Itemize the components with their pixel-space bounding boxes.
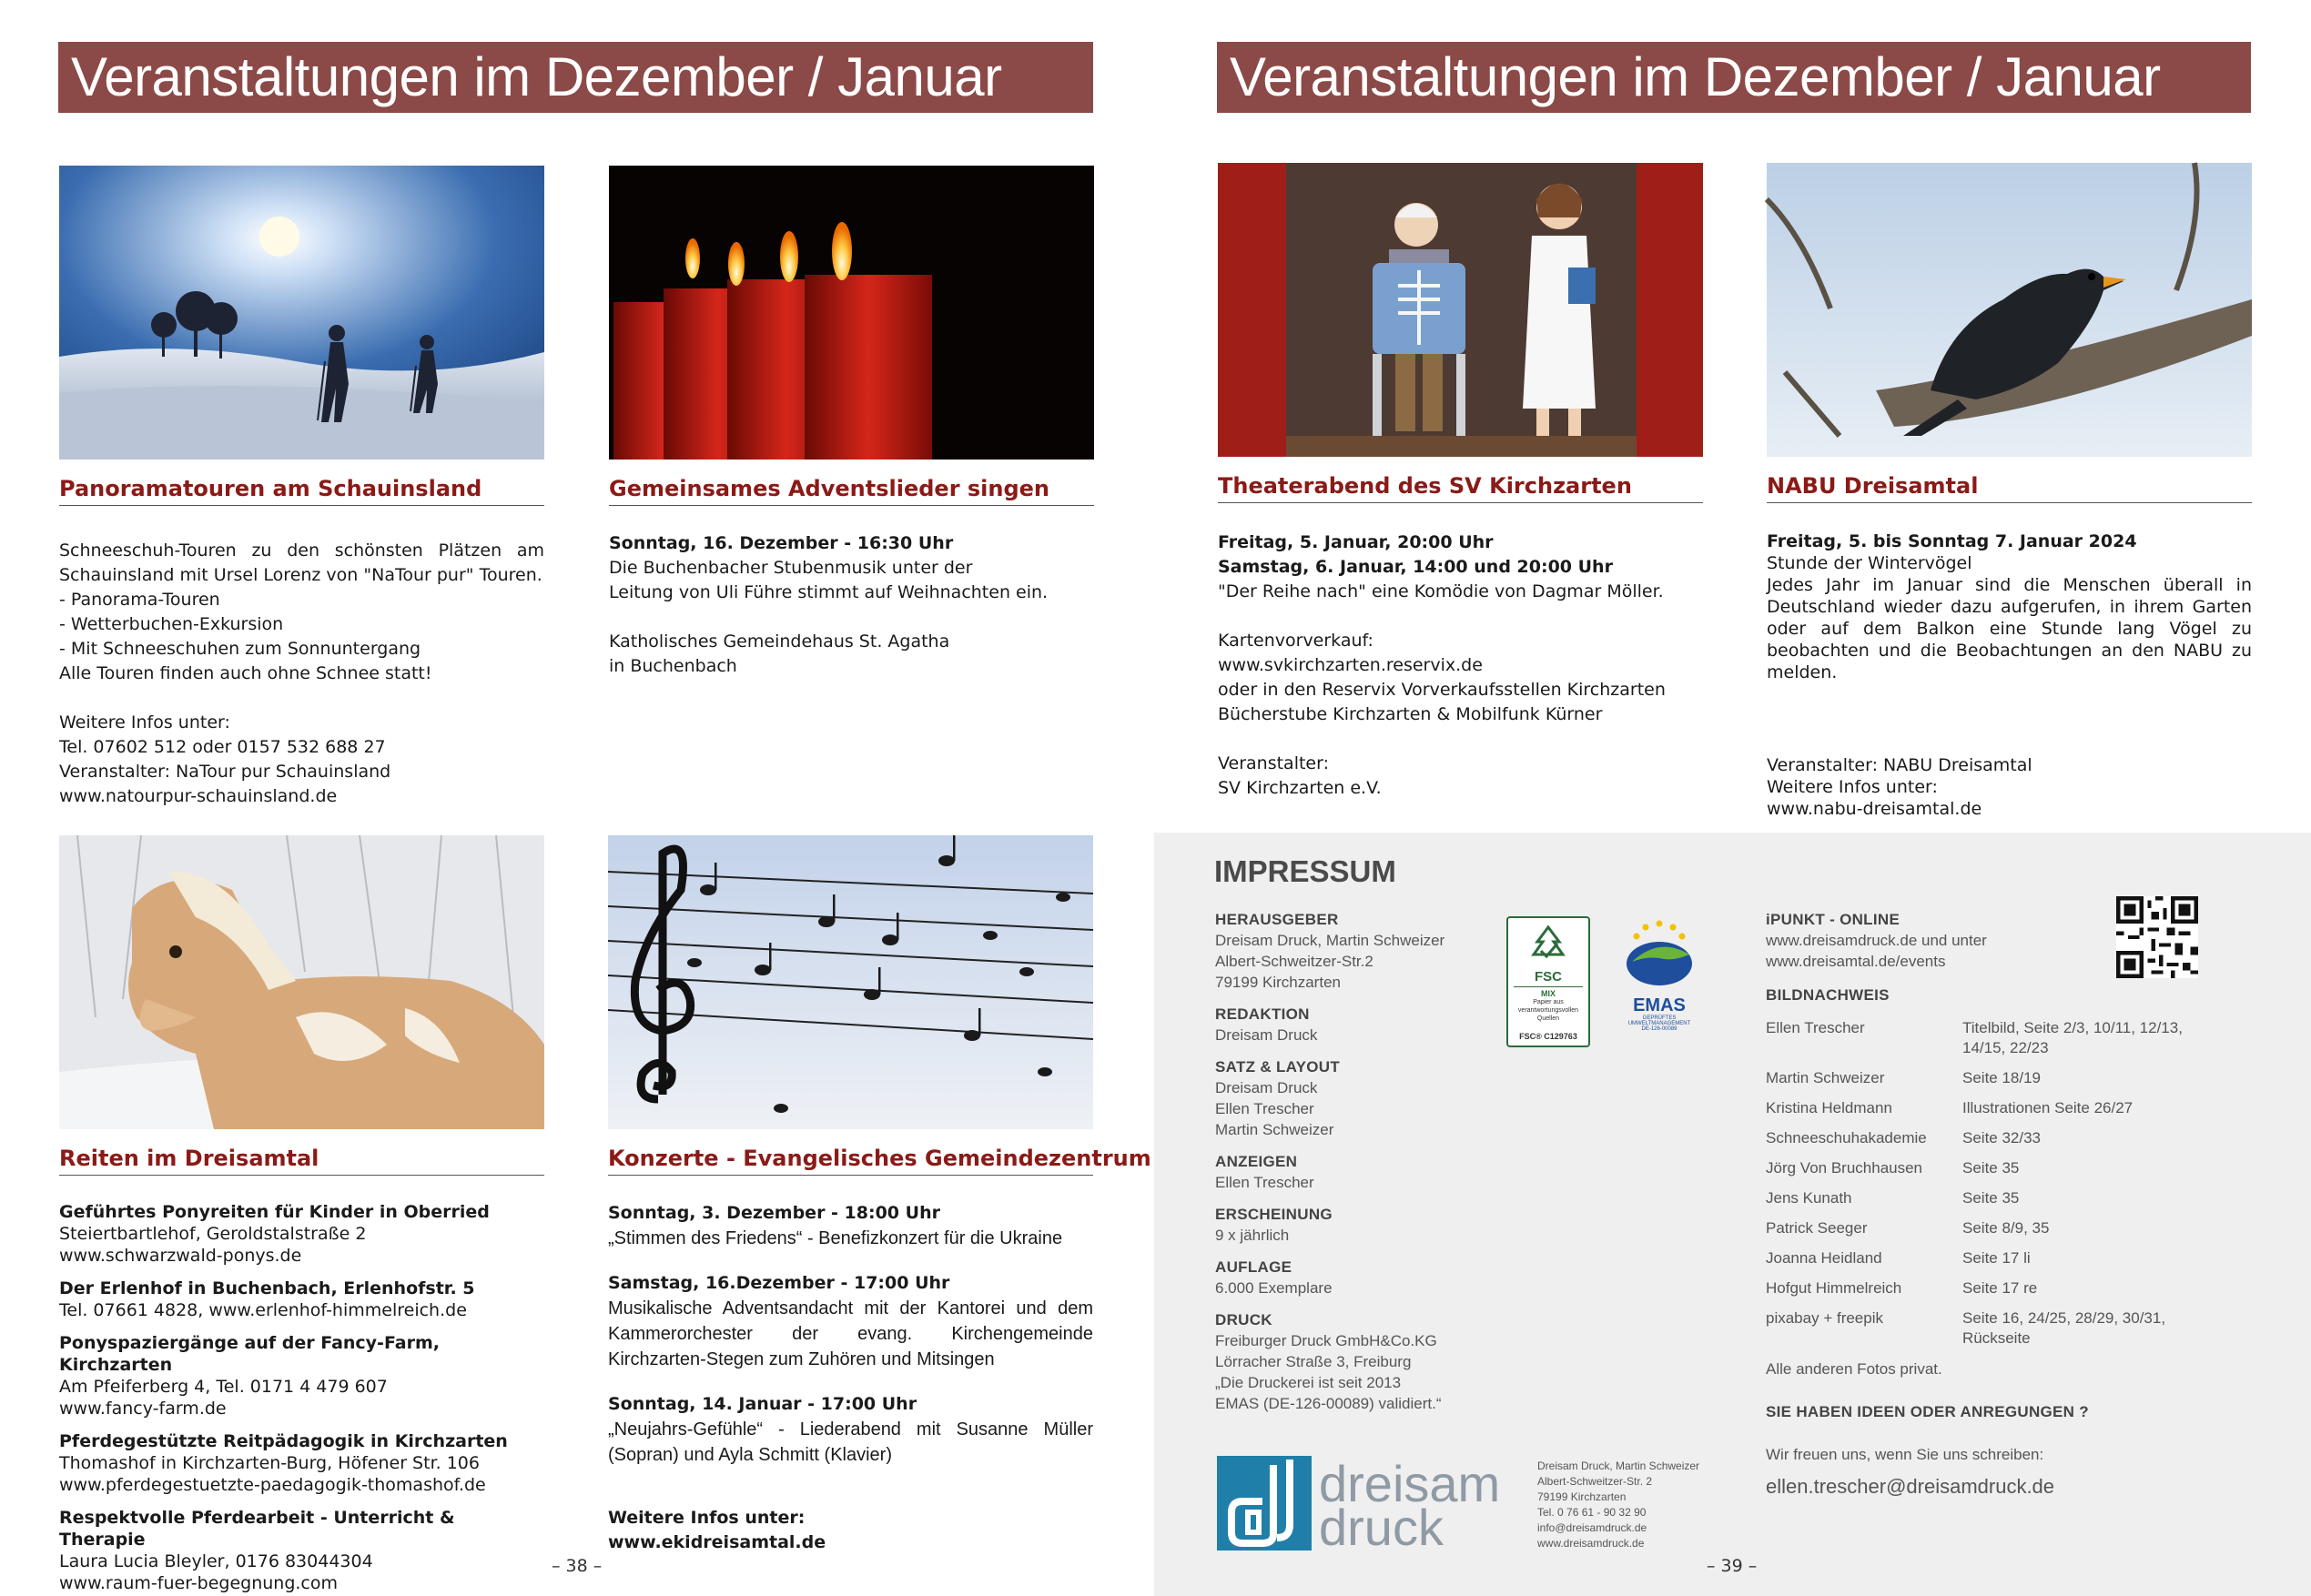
text-line: oder in den Reservix Vorverkaufsstellen Kirchzarten	[1218, 680, 1666, 700]
card-body	[609, 531, 1094, 679]
credit-row: Hofgut Himmelreich Seite 17 re	[1766, 1279, 2038, 1297]
snowshoe-hikers-photo	[59, 166, 544, 460]
credit-row: pixabay + freepik Seite 16, 24/25, 28/29, 30/31, Rückseite	[1766, 1309, 2166, 1347]
text-line: - Mit Schneeschuhen zum Sonnuntergang	[59, 639, 421, 659]
website-link[interactable]: www.fancy-farm.de	[59, 1399, 227, 1419]
card-body	[59, 1201, 544, 1594]
section-label: HERAUSGEBER	[1215, 911, 1339, 928]
text-line: Alle Touren finden auch ohne Schnee statt!	[59, 663, 432, 683]
eu-stars-icon	[1618, 918, 1700, 991]
entry-head: Respektvolle Pferdearbeit - Unterricht & Therapie	[59, 1508, 455, 1550]
impressum-panel	[1154, 833, 2311, 1596]
website-link[interactable]: www.dreisamtal.de/events	[1766, 953, 1946, 970]
text-paragraph: Jedes Jahr im Januar sind die Menschen überall in Deutschland wieder dazu aufgerufen, in ihrem Garten oder auf dem Balkon eine Stunde lang Vögel zu beobachten und die Beobachtungen an den NABU zu melden.	[1767, 575, 2252, 682]
entry-head: Geführtes Ponyreiten für Kinder in Oberried	[59, 1202, 490, 1222]
event-text: „Stimmen des Friedens“ - Benefizkonzert für die Ukraine	[608, 1228, 1063, 1248]
entry-head: Der Erlenhof in Buchenbach, Erlenhofstr. 5	[59, 1278, 475, 1298]
text-line: Die Buchenbacher Stubenmusik unter der	[609, 558, 973, 578]
section-label: ERSCHEINUNG	[1215, 1206, 1333, 1223]
impressum-details	[1215, 909, 1488, 1414]
text-line: Katholisches Gemeindehaus St. Agatha	[609, 631, 950, 652]
emas-logo: EMAS GEPRÜFTES UMWELTMANAGEMENT DE-126-00089	[1617, 918, 1702, 1045]
credit-row: Jens Kunath Seite 35	[1766, 1189, 2020, 1207]
website-link[interactable]: www.schwarzwald-ponys.de	[59, 1246, 302, 1266]
card-body	[59, 539, 544, 809]
section-label: iPUNKT - ONLINE	[1766, 911, 1900, 928]
text-line: Albert-Schweitzer-Str. 2	[1537, 1475, 1653, 1488]
text-line: Laura Lucia Bleyler, 0176 83044304	[59, 1551, 373, 1571]
credit-row: Joanna Heidland Seite 17 li	[1766, 1249, 2031, 1267]
text-line: Dreisam Druck	[1215, 1079, 1318, 1096]
card-body	[1218, 530, 1703, 801]
text-line: Wir freuen uns, wenn Sie uns schreiben:	[1766, 1446, 2044, 1463]
text-line: Lörracher Straße 3, Freiburg	[1215, 1353, 1412, 1370]
text-line: Tel. 07602 512 oder 0157 532 688 27	[59, 737, 386, 757]
music-notes-photo	[608, 835, 1093, 1129]
fsc-logo: FSC MIX Papier aus verantwortungsvollen Quellen FSC® C129763	[1506, 916, 1590, 1047]
website-link[interactable]: www.dreisamdruck.de	[1537, 1537, 1645, 1550]
text-line: Leitung von Uli Führe stimmt auf Weihnachten ein.	[609, 582, 1049, 602]
card-konzerte	[608, 835, 1151, 1555]
entry-head: Ponyspaziergänge auf der Fancy-Farm, Kirchzarten	[59, 1333, 441, 1375]
qr-code[interactable]	[2116, 896, 2198, 978]
card-title: Panoramatouren am Schauinsland	[59, 476, 544, 506]
card-title: Konzerte - Evangelisches Gemeindezentrum	[608, 1146, 1093, 1176]
text-line: - Panorama-Touren	[59, 590, 220, 610]
text-line: Dreisam Druck	[1215, 1026, 1318, 1044]
section-label: AUFLAGE	[1215, 1258, 1292, 1276]
credit-row: Martin Schweizer Seite 18/19	[1766, 1069, 2042, 1086]
event-text: Musikalische Adventsandacht mit der Kantorei und dem Kammerorchester der evang. Kirchengemeinde Kirchzarten-Stegen zum Zuhören und Mitsingen	[608, 1298, 1093, 1369]
card-title: Gemeinsames Adventslieder singen	[609, 476, 1094, 506]
logo-word-dreisam: dreisam	[1319, 1455, 1501, 1512]
credit-row: Schneeschuhakademie Seite 32/33	[1766, 1129, 2042, 1146]
text-line: Veranstalter: NaTour pur Schauinsland	[59, 762, 391, 782]
card-body	[1767, 530, 2252, 820]
event-date: Freitag, 5. bis Sonntag 7. Januar 2024	[1767, 531, 2137, 551]
section-label: DRUCK	[1215, 1311, 1272, 1328]
horse-in-snow-photo	[59, 835, 544, 1129]
dreisam-druck-logo	[1217, 1455, 1526, 1556]
blackbird-photo	[1767, 163, 2252, 457]
logo-word-druck: druck	[1319, 1499, 1444, 1556]
card-panoramatouren	[59, 166, 544, 809]
section-label: BILDNACHWEIS	[1766, 986, 1890, 1004]
event-date: Freitag, 5. Januar, 20:00 Uhr	[1218, 532, 1494, 552]
card-theaterabend	[1218, 163, 1703, 801]
text-line: Schneeschuh-Touren zu den schönsten Plätzen am Schauinsland mit Ursel Lorenz von "NaTour pur" Touren.	[59, 540, 544, 585]
email-link[interactable]: ellen.trescher@dreisamdruck.de	[1766, 1475, 2055, 1498]
text-line: Dreisam Druck, Martin Schweizer	[1537, 1460, 1700, 1472]
impressum-online-credits	[1766, 909, 2221, 1497]
text-line: 79199 Kirchzarten	[1537, 1490, 1627, 1503]
event-date: Sonntag, 14. Januar - 17:00 Uhr	[608, 1394, 917, 1414]
website-link[interactable]: www.dreisamdruck.de und unter	[1766, 932, 1987, 949]
website-link[interactable]: www.raum-fuer-begegnung.com	[59, 1573, 339, 1593]
text-line: Bücherstube Kirchzarten & Mobilfunk Kürner	[1218, 704, 1603, 724]
tree-checkmark-icon	[1521, 924, 1576, 965]
theater-illustration	[1218, 163, 1703, 457]
text-line: EMAS (DE-126-00089) validiert.“	[1215, 1395, 1442, 1412]
section-label: ANZEIGEN	[1215, 1153, 1298, 1170]
text-line: Weitere Infos unter:	[59, 712, 230, 732]
card-title: NABU Dreisamtal	[1767, 473, 2252, 503]
event-date: Sonntag, 16. Dezember - 16:30 Uhr	[609, 533, 954, 553]
credits-note: Alle anderen Fotos privat.	[1766, 1360, 1942, 1378]
text-line: Ellen Trescher	[1215, 1100, 1314, 1117]
email-link[interactable]: info@dreisamdruck.de	[1537, 1521, 1647, 1534]
left-page-banner: Veranstaltungen im Dezember / Januar	[58, 42, 1093, 113]
credit-row: Jörg Von Bruchhausen Seite 35	[1766, 1159, 2020, 1177]
text-line: Tel. 07661 4828, www.erlenhof-himmelreich.de	[59, 1300, 467, 1320]
text-line: Veranstalter:	[1218, 753, 1329, 773]
impressum-heading: IMPRESSUM	[1214, 854, 1396, 888]
section-label: SATZ & LAYOUT	[1215, 1058, 1341, 1076]
entry-head: Pferdegestützte Reitpädagogik in Kirchzarten	[59, 1431, 508, 1451]
advent-candles-photo	[609, 166, 1094, 460]
text-line: Dreisam Druck, Martin Schweizer	[1215, 932, 1445, 949]
website-link[interactable]: www.ekidreisamtal.de	[608, 1532, 826, 1552]
text-line: - Wetterbuchen-Exkursion	[59, 614, 284, 634]
text-line: Weitere Infos unter:	[1767, 777, 1938, 797]
card-nabu	[1767, 163, 2252, 820]
text-line: 9 x jährlich	[1215, 1227, 1290, 1244]
card-body	[608, 1201, 1093, 1555]
info-head: Weitere Infos unter:	[608, 1508, 806, 1528]
website-link[interactable]: www.nabu-dreisamtal.de	[1767, 799, 1982, 819]
text-line: Freiburger Druck GmbH&Co.KG	[1215, 1332, 1437, 1349]
text-line: Stunde der Wintervögel	[1767, 553, 1972, 573]
credit-row: Patrick Seeger Seite 8/9, 35	[1766, 1219, 2050, 1237]
card-reiten	[59, 835, 544, 1594]
publisher-address	[1537, 1459, 1747, 1551]
section-label: REDAKTION	[1215, 1005, 1310, 1023]
text-line: Veranstalter: NABU Dreisamtal	[1767, 755, 2032, 775]
page-number-left: – 38 –	[552, 1556, 603, 1576]
text-line: Kartenvorverkauf:	[1218, 631, 1373, 651]
text-line: Tel. 0 76 61 - 90 32 90	[1537, 1506, 1647, 1519]
event-date: Samstag, 6. Januar, 14:00 und 20:00 Uhr	[1218, 557, 1613, 577]
website-link[interactable]: www.svkirchzarten.reservix.de	[1218, 655, 1483, 675]
website-link[interactable]: www.pferdegestuetzte-paedagogik-thomashof.de	[59, 1475, 486, 1495]
text-line: in Buchenbach	[609, 656, 737, 676]
event-date: Samstag, 16.Dezember - 17:00 Uhr	[608, 1273, 950, 1293]
text-line: 79199 Kirchzarten	[1215, 974, 1341, 991]
section-label: SIE HABEN IDEEN ODER ANREGUNGEN ?	[1766, 1403, 2089, 1420]
card-adventslieder	[609, 166, 1094, 679]
text-line: 6.000 Exemplare	[1215, 1279, 1333, 1297]
credit-row: Ellen Trescher Titelbild, Seite 2/3, 10/11, 12/13, 14/15, 22/23	[1766, 1019, 2183, 1056]
text-line: „Die Druckerei ist seit 2013	[1215, 1374, 1402, 1391]
text-line: Martin Schweizer	[1215, 1121, 1334, 1138]
text-line: "Der Reihe nach" eine Komödie von Dagmar Möller.	[1218, 581, 1664, 601]
text-line: Thomashof in Kirchzarten-Burg, Höfener Str. 106	[59, 1453, 480, 1473]
credit-row: Kristina Heldmann Illustrationen Seite 26/27	[1766, 1099, 2134, 1116]
text-line: Steiertbartlehof, Geroldstalstraße 2	[59, 1224, 367, 1244]
text-line: Am Pfeiferberg 4, Tel. 0171 4 479 607	[59, 1377, 388, 1397]
card-title: Reiten im Dreisamtal	[59, 1146, 544, 1176]
right-page-banner: Veranstaltungen im Dezember / Januar	[1217, 42, 2251, 113]
text-line: SV Kirchzarten e.V.	[1218, 778, 1382, 798]
card-title: Theaterabend des SV Kirchzarten	[1218, 473, 1703, 503]
website-link[interactable]: www.natourpur-schauinsland.de	[59, 786, 338, 806]
text-line: Ellen Trescher	[1215, 1174, 1314, 1191]
event-text: „Neujahrs-Gefühle“ - Liederabend mit Susanne Müller (Sopran) und Ayla Schmitt (Klavier)	[608, 1419, 1093, 1465]
dd-logo-icon	[1217, 1456, 1312, 1551]
event-date: Sonntag, 3. Dezember - 18:00 Uhr	[608, 1203, 940, 1223]
text-line: Albert-Schweitzer-Str.2	[1215, 953, 1373, 970]
page-number-right: – 39 –	[1707, 1556, 1758, 1576]
